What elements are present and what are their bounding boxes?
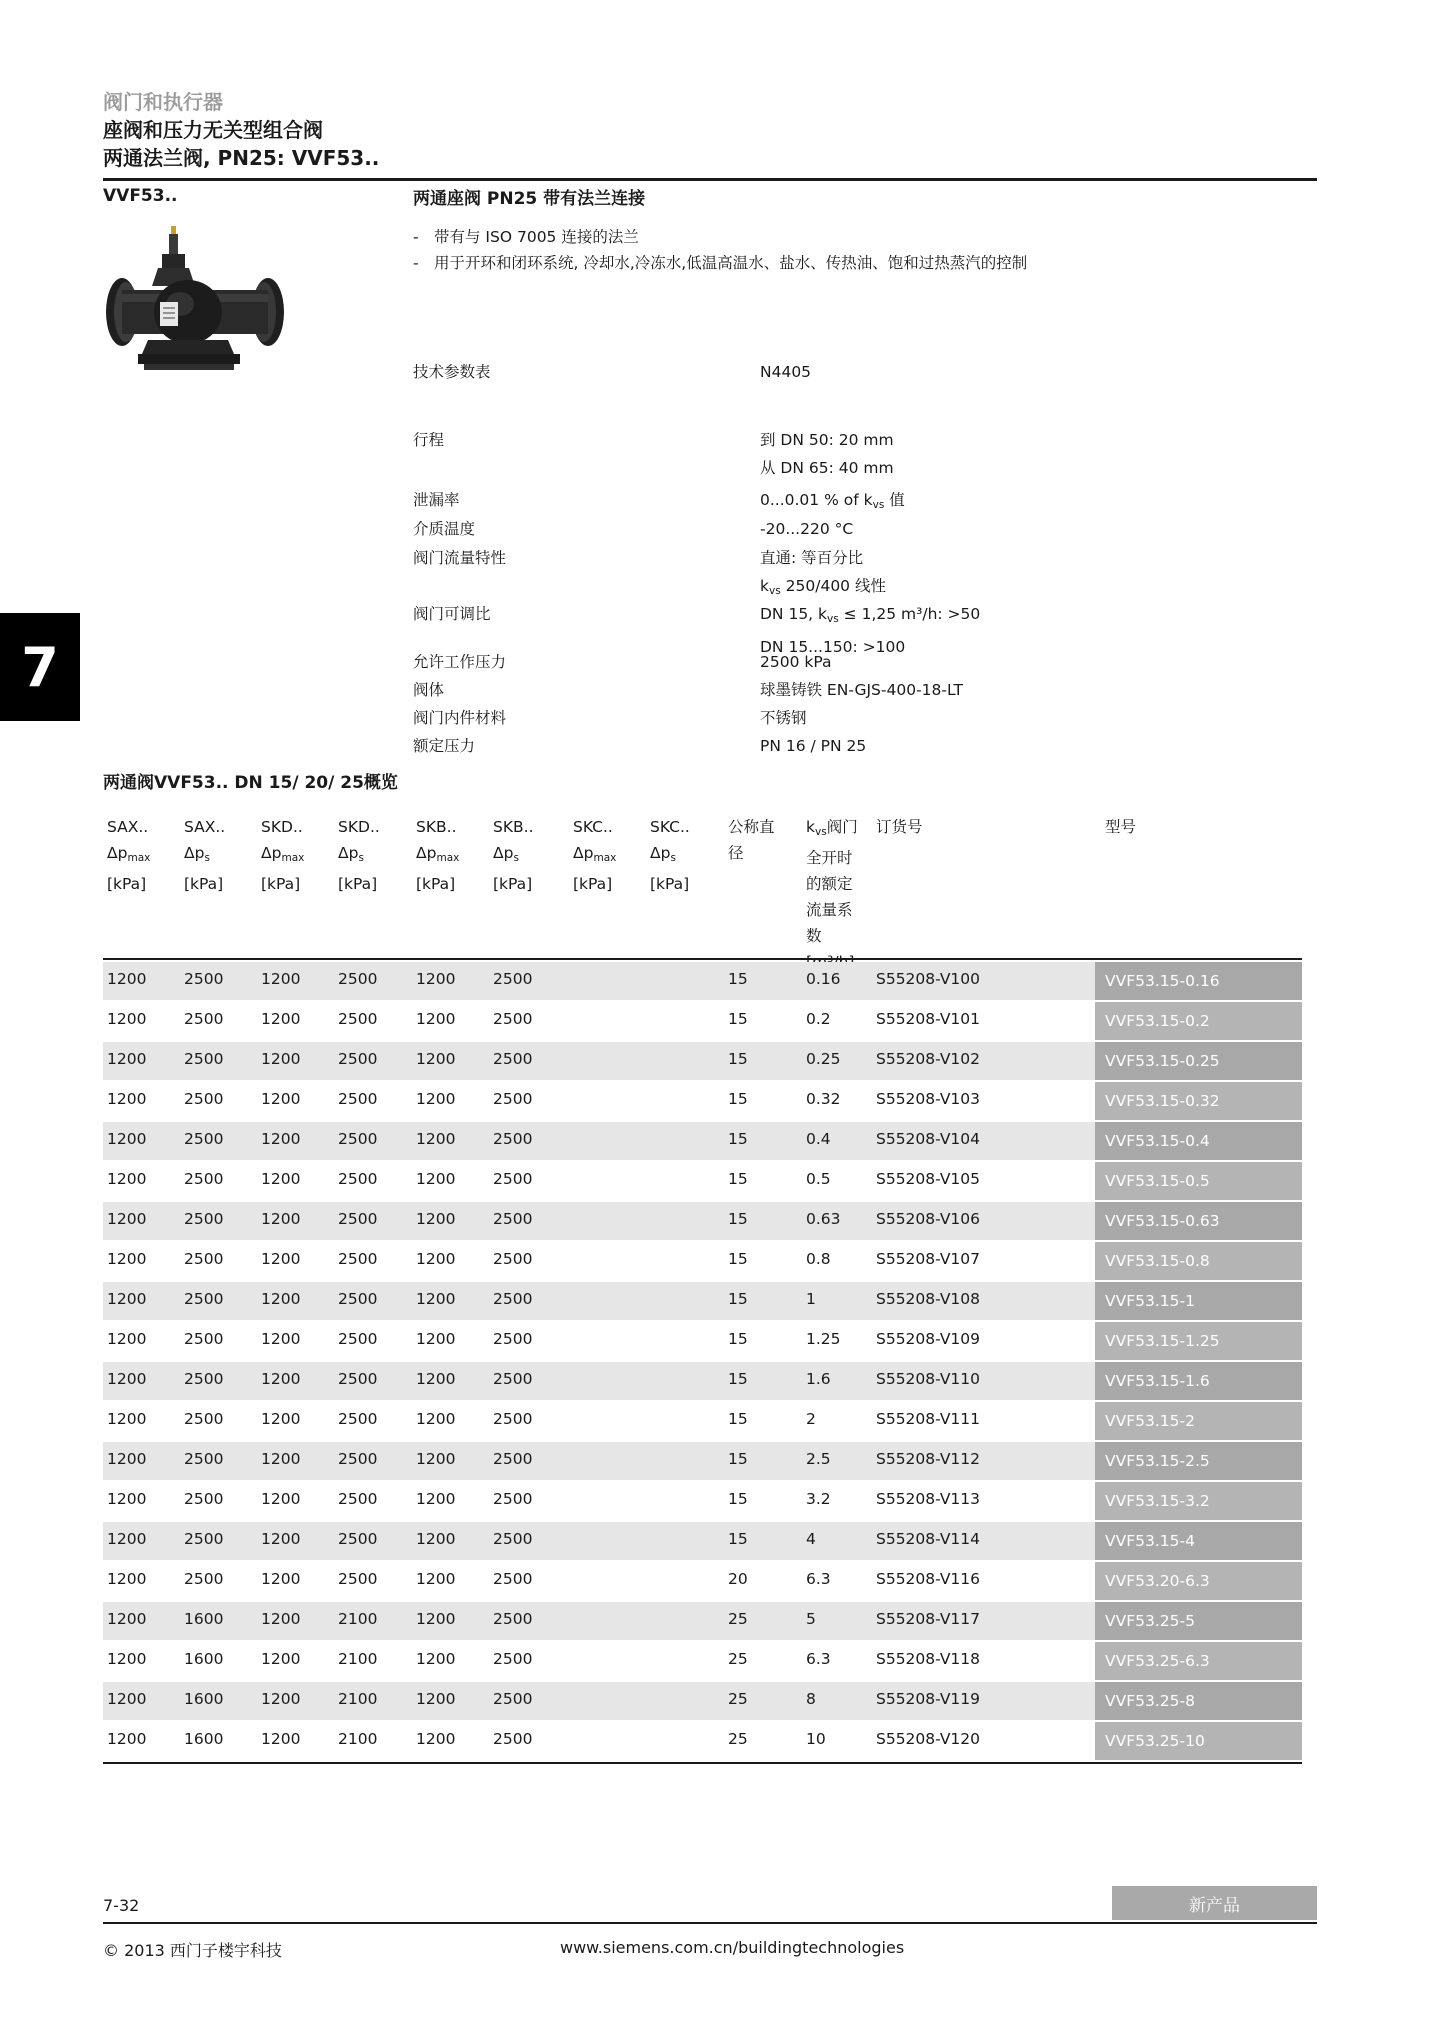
feature-bullet — [413, 250, 1027, 276]
value-cell: 25 — [728, 1610, 748, 1628]
spec-value: DN 15, $k_{vs} \le 1,25$ m³/h: >50 DN 15...150: >100 — [760, 605, 981, 656]
value-cell: 2500 — [493, 1370, 533, 1388]
product-section-title: 两通座阀 PN25 带有法兰连接 — [413, 189, 646, 209]
order-number-cell: S55208-V102 — [876, 1050, 981, 1068]
value-cell: 2500 — [184, 1370, 224, 1388]
value-cell: 1200 — [107, 1090, 147, 1108]
spec-label: 阀门流量特性 — [413, 549, 507, 567]
value-cell: 1600 — [184, 1610, 224, 1628]
value-cell: 1200 — [416, 970, 456, 988]
value-cell: 6.3 — [806, 1650, 831, 1668]
value-cell: 1200 — [107, 1410, 147, 1428]
value-cell: 1200 — [107, 1570, 147, 1588]
value-cell: 1200 — [261, 970, 301, 988]
value-cell: 1200 — [416, 1130, 456, 1148]
order-number-cell: S55208-V108 — [876, 1290, 981, 1308]
value-cell: 0.32 — [806, 1090, 841, 1108]
order-number-cell: S55208-V116 — [876, 1570, 981, 1588]
value-cell: 2500 — [338, 1130, 378, 1148]
column-header: SAX.. $\Delta p_{max}$ [kPa] — [107, 818, 151, 893]
value-cell: 1 — [806, 1290, 816, 1308]
value-cell: 1200 — [107, 970, 147, 988]
bullet-dash: - — [413, 228, 419, 246]
value-cell: 1200 — [416, 1610, 456, 1628]
value-cell: 2500 — [338, 1210, 378, 1228]
value-cell: 2500 — [184, 1450, 224, 1468]
value-cell: 1200 — [261, 1650, 301, 1668]
value-cell: 2500 — [493, 1130, 533, 1148]
value-cell: 2500 — [184, 1010, 224, 1028]
spec-value: 0...0.01 % of $k_{vs}$ 值 — [760, 491, 905, 511]
value-cell: 2500 — [493, 1290, 533, 1308]
category-title: 阀门和执行器 — [103, 90, 223, 114]
table-row — [103, 1602, 1302, 1640]
value-cell: 1200 — [261, 1170, 301, 1188]
page-number: 7-32 — [103, 1896, 140, 1915]
value-cell: 2500 — [338, 1170, 378, 1188]
spec-label: 阀体 — [413, 681, 445, 699]
column-header: 型号 — [1105, 818, 1137, 836]
spec-value: -20...220 °C — [760, 520, 854, 538]
value-cell: 1200 — [416, 1010, 456, 1028]
spec-label: 阀门可调比 — [413, 605, 491, 623]
value-cell: 1600 — [184, 1650, 224, 1668]
model-cell: VVF53.15-3.2 — [1095, 1482, 1302, 1520]
table-row — [103, 1242, 1302, 1280]
value-cell: 1200 — [261, 1090, 301, 1108]
bullet-text: 带有与 ISO 7005 连接的法兰 — [434, 228, 639, 246]
order-number-cell: S55208-V114 — [876, 1530, 981, 1548]
value-cell: 2500 — [493, 1650, 533, 1668]
order-number-cell: S55208-V101 — [876, 1010, 981, 1028]
value-cell: 15 — [728, 1090, 748, 1108]
order-number-cell: S55208-V106 — [876, 1210, 981, 1228]
value-cell: 1200 — [261, 1250, 301, 1268]
model-cell: VVF53.15-0.32 — [1095, 1082, 1302, 1120]
spec-label: 行程 — [413, 431, 445, 449]
table-row — [103, 1402, 1302, 1440]
value-cell: 0.16 — [806, 970, 841, 988]
value-cell: 1200 — [261, 1490, 301, 1508]
order-number-cell: S55208-V104 — [876, 1130, 981, 1148]
spec-value: 到 DN 50: 20 mm 从 DN 65: 40 mm — [760, 431, 894, 477]
value-cell: 3.2 — [806, 1490, 831, 1508]
value-cell: 2500 — [338, 1250, 378, 1268]
value-cell: 0.4 — [806, 1130, 831, 1148]
value-cell: 1200 — [261, 1690, 301, 1708]
column-header: $k_{vs}$阀门 全开时 的额定 流量系 数 — [806, 818, 858, 945]
value-cell: 2100 — [338, 1730, 378, 1748]
value-cell: 1600 — [184, 1690, 224, 1708]
value-cell: 2500 — [338, 1010, 378, 1028]
column-header: SKC.. $\Delta p_{max}$ [kPa] — [573, 818, 617, 893]
value-cell: 2500 — [493, 970, 533, 988]
value-cell: 1200 — [416, 1490, 456, 1508]
model-cell: VVF53.15-2 — [1095, 1402, 1302, 1440]
column-header: SKD.. $\Delta p_{max}$ [kPa] — [261, 818, 305, 893]
value-cell: 2500 — [184, 1050, 224, 1068]
table-row — [103, 1042, 1302, 1080]
model-cell: VVF53.15-0.4 — [1095, 1122, 1302, 1160]
value-cell: 1200 — [107, 1690, 147, 1708]
value-cell: 1200 — [261, 1370, 301, 1388]
value-cell: 1200 — [107, 1290, 147, 1308]
value-cell: 2500 — [493, 1690, 533, 1708]
value-cell: 2500 — [184, 1410, 224, 1428]
value-cell: 1200 — [416, 1090, 456, 1108]
value-cell: 2500 — [184, 1170, 224, 1188]
value-cell: 2500 — [184, 1330, 224, 1348]
value-cell: 1200 — [416, 1570, 456, 1588]
chapter-tab: 7 — [0, 613, 80, 721]
value-cell: 1200 — [107, 1730, 147, 1748]
header-divider — [103, 178, 1317, 181]
value-cell: 2500 — [184, 1250, 224, 1268]
model-cell: VVF53.25-6.3 — [1095, 1642, 1302, 1680]
value-cell: 25 — [728, 1690, 748, 1708]
table-row — [103, 1122, 1302, 1160]
order-number-cell: S55208-V107 — [876, 1250, 981, 1268]
value-cell: 2500 — [493, 1530, 533, 1548]
value-cell: 0.25 — [806, 1050, 841, 1068]
valve-illustration — [100, 224, 290, 374]
order-number-cell: S55208-V117 — [876, 1610, 981, 1628]
spec-value: 不锈钢 — [760, 709, 807, 727]
order-number-cell: S55208-V120 — [876, 1730, 981, 1748]
value-cell: 2500 — [493, 1570, 533, 1588]
model-cell: VVF53.25-8 — [1095, 1682, 1302, 1720]
spec-value: N4405 — [760, 363, 812, 381]
value-cell: 2500 — [338, 1450, 378, 1468]
model-cell: VVF53.15-0.5 — [1095, 1162, 1302, 1200]
value-cell: 1200 — [107, 1450, 147, 1468]
value-cell: 1200 — [416, 1650, 456, 1668]
value-cell: 1200 — [107, 1250, 147, 1268]
value-cell: 1200 — [261, 1050, 301, 1068]
value-cell: 15 — [728, 1130, 748, 1148]
model-cell: VVF53.20-6.3 — [1095, 1562, 1302, 1600]
model-cell: VVF53.15-1.25 — [1095, 1322, 1302, 1360]
value-cell: 1200 — [416, 1410, 456, 1428]
value-cell: 1200 — [416, 1170, 456, 1188]
value-cell: 2500 — [493, 1730, 533, 1748]
value-cell: 2500 — [338, 970, 378, 988]
value-cell: 2500 — [338, 1090, 378, 1108]
value-cell: 2500 — [493, 1490, 533, 1508]
value-cell: 0.5 — [806, 1170, 831, 1188]
value-cell: 1200 — [107, 1010, 147, 1028]
order-number-cell: S55208-V113 — [876, 1490, 981, 1508]
table-row — [103, 1162, 1302, 1200]
table-row — [103, 1522, 1302, 1560]
value-cell: 15 — [728, 1010, 748, 1028]
feature-bullet — [413, 224, 1027, 250]
value-cell: 1.6 — [806, 1370, 831, 1388]
value-cell: 1200 — [261, 1410, 301, 1428]
value-cell: 2100 — [338, 1690, 378, 1708]
value-cell: 15 — [728, 970, 748, 988]
value-cell: 1200 — [107, 1170, 147, 1188]
column-header: SAX.. $\Delta p_s$ [kPa] — [184, 818, 226, 893]
value-cell: 1200 — [261, 1010, 301, 1028]
value-cell: 2500 — [184, 1210, 224, 1228]
column-header: SKB.. $\Delta p_{max}$ [kPa] — [416, 818, 460, 893]
table-section-title: 两通阀VVF53.. DN 15/ 20/ 25概览 — [103, 773, 398, 793]
value-cell: 2500 — [493, 1050, 533, 1068]
value-cell: 2500 — [493, 1610, 533, 1628]
spec-label: 泄漏率 — [413, 491, 460, 509]
value-cell: 1200 — [107, 1610, 147, 1628]
value-cell: 2500 — [338, 1410, 378, 1428]
value-cell: 1.25 — [806, 1330, 841, 1348]
table-row — [103, 1442, 1302, 1480]
table-row — [103, 1082, 1302, 1120]
spec-label: 介质温度 — [413, 520, 476, 538]
value-cell: 1200 — [261, 1130, 301, 1148]
value-cell: 2.5 — [806, 1450, 831, 1468]
value-cell: 1200 — [261, 1570, 301, 1588]
value-cell: 15 — [728, 1370, 748, 1388]
value-cell: 15 — [728, 1170, 748, 1188]
value-cell: 2500 — [184, 1090, 224, 1108]
value-cell: 1200 — [107, 1530, 147, 1548]
value-cell: 1200 — [107, 1330, 147, 1348]
model-cell: VVF53.15-0.25 — [1095, 1042, 1302, 1080]
spec-label: 技术参数表 — [413, 363, 491, 381]
value-cell: 1200 — [416, 1210, 456, 1228]
table-bottom-rule — [103, 1762, 1302, 1764]
value-cell: 2500 — [338, 1330, 378, 1348]
value-cell: 15 — [728, 1410, 748, 1428]
model-cell: VVF53.15-1 — [1095, 1282, 1302, 1320]
footer-divider — [103, 1922, 1317, 1924]
value-cell: 2500 — [338, 1530, 378, 1548]
order-number-cell: S55208-V103 — [876, 1090, 981, 1108]
value-cell: 15 — [728, 1050, 748, 1068]
bullet-text: 用于开环和闭环系统, 冷却水,冷冻水,低温高温水、盐水、传热油、饱和过热蒸汽的控制 — [434, 254, 1028, 272]
value-cell: 1200 — [107, 1370, 147, 1388]
order-number-cell: S55208-V105 — [876, 1170, 981, 1188]
value-cell: 1200 — [416, 1330, 456, 1348]
value-cell: 1200 — [416, 1450, 456, 1468]
value-cell: 0.63 — [806, 1210, 841, 1228]
value-cell: 2500 — [184, 1490, 224, 1508]
value-cell: 2500 — [338, 1050, 378, 1068]
value-cell: 2 — [806, 1410, 816, 1428]
model-cell: VVF53.15-2.5 — [1095, 1442, 1302, 1480]
model-cell: VVF53.15-0.16 — [1095, 962, 1302, 1000]
overview-table — [103, 760, 1317, 1780]
model-cell: VVF53.15-4 — [1095, 1522, 1302, 1560]
column-header: 订货号 — [876, 818, 923, 836]
value-cell: 2100 — [338, 1650, 378, 1668]
value-cell: 1200 — [261, 1330, 301, 1348]
website-url: www.siemens.com.cn/buildingtechnologies — [560, 1938, 905, 1957]
subcategory-title: 座阀和压力无关型组合阀 — [103, 118, 323, 142]
spec-value: PN 16 / PN 25 — [760, 737, 867, 755]
value-cell: 1200 — [107, 1490, 147, 1508]
value-cell: 2500 — [338, 1370, 378, 1388]
value-cell: 1200 — [261, 1450, 301, 1468]
column-header: SKD.. $\Delta p_s$ [kPa] — [338, 818, 380, 893]
table-row — [103, 1682, 1302, 1720]
value-cell: 2500 — [184, 970, 224, 988]
order-number-cell: S55208-V112 — [876, 1450, 981, 1468]
value-cell: 1200 — [107, 1210, 147, 1228]
valve-product-image — [100, 224, 290, 374]
value-cell: 2500 — [338, 1490, 378, 1508]
new-product-badge: 新产品 — [1112, 1886, 1317, 1920]
copyright-text: © 2013 西门子楼宇科技 — [103, 1941, 282, 1960]
column-header: SKB.. $\Delta p_s$ [kPa] — [493, 818, 534, 893]
column-header: 公称直 径 — [728, 818, 775, 862]
table-row — [103, 1722, 1302, 1760]
value-cell: 8 — [806, 1690, 816, 1708]
value-cell: 1200 — [261, 1530, 301, 1548]
value-cell: 2500 — [493, 1170, 533, 1188]
value-cell: 2500 — [338, 1570, 378, 1588]
column-header: SKC.. $\Delta p_s$ [kPa] — [650, 818, 690, 893]
value-cell: 1200 — [261, 1610, 301, 1628]
value-cell: 2500 — [184, 1570, 224, 1588]
feature-bullets — [413, 224, 1027, 276]
value-cell: 1200 — [261, 1290, 301, 1308]
page-title: 两通法兰阀, PN25: VVF53.. — [103, 146, 380, 170]
table-row — [103, 1362, 1302, 1400]
value-cell: 2100 — [338, 1610, 378, 1628]
order-number-cell: S55208-V118 — [876, 1650, 981, 1668]
value-cell: 0.2 — [806, 1010, 831, 1028]
table-row — [103, 1642, 1302, 1680]
value-cell: 2500 — [184, 1130, 224, 1148]
spec-value: 2500 kPa — [760, 653, 832, 671]
order-number-cell: S55208-V111 — [876, 1410, 981, 1428]
value-cell: 2500 — [338, 1290, 378, 1308]
spec-value: 球墨铸铁 EN-GJS-400-18-LT — [760, 681, 963, 699]
order-number-cell: S55208-V110 — [876, 1370, 981, 1388]
spec-label: 阀门内件材料 — [413, 709, 507, 727]
value-cell: 6.3 — [806, 1570, 831, 1588]
value-cell: 1200 — [107, 1130, 147, 1148]
value-cell: 20 — [728, 1570, 748, 1588]
spec-value: 直通: 等百分比 $k_{vs}$ 250/400 线性 — [760, 549, 886, 597]
value-cell: 2500 — [493, 1090, 533, 1108]
value-cell: 1200 — [261, 1730, 301, 1748]
model-cell: VVF53.15-0.63 — [1095, 1202, 1302, 1240]
value-cell: 10 — [806, 1730, 826, 1748]
value-cell: 2500 — [493, 1250, 533, 1268]
value-cell: 2500 — [493, 1450, 533, 1468]
model-cell: VVF53.25-10 — [1095, 1722, 1302, 1760]
table-row — [103, 1202, 1302, 1240]
value-cell: 5 — [806, 1610, 816, 1628]
value-cell: 15 — [728, 1290, 748, 1308]
value-cell: 1200 — [416, 1250, 456, 1268]
value-cell: 15 — [728, 1330, 748, 1348]
value-cell: 15 — [728, 1450, 748, 1468]
value-cell: 1200 — [261, 1210, 301, 1228]
value-cell: 1200 — [107, 1050, 147, 1068]
table-row — [103, 1322, 1302, 1360]
model-cell: VVF53.15-0.8 — [1095, 1242, 1302, 1280]
spec-label: 额定压力 — [413, 737, 476, 755]
value-cell: 2500 — [184, 1290, 224, 1308]
value-cell: 1600 — [184, 1730, 224, 1748]
table-row — [103, 1002, 1302, 1040]
value-cell: 25 — [728, 1730, 748, 1748]
bullet-dash: - — [413, 254, 419, 272]
model-cell: VVF53.15-0.2 — [1095, 1002, 1302, 1040]
value-cell: 2500 — [493, 1330, 533, 1348]
order-number-cell: S55208-V119 — [876, 1690, 981, 1708]
value-cell: 2500 — [493, 1010, 533, 1028]
order-number-cell: S55208-V109 — [876, 1330, 981, 1348]
model-cell: VVF53.25-5 — [1095, 1602, 1302, 1640]
value-cell: 1200 — [107, 1650, 147, 1668]
value-cell: 2500 — [493, 1210, 533, 1228]
product-code: VVF53.. — [103, 186, 178, 206]
value-cell: 1200 — [416, 1050, 456, 1068]
spec-label: 允许工作压力 — [413, 653, 507, 671]
value-cell: 1200 — [416, 1290, 456, 1308]
value-cell: 4 — [806, 1530, 816, 1548]
order-number-cell: S55208-V100 — [876, 970, 981, 988]
model-cell: VVF53.15-1.6 — [1095, 1362, 1302, 1400]
value-cell: 1200 — [416, 1370, 456, 1388]
value-cell: 1200 — [416, 1730, 456, 1748]
value-cell: 15 — [728, 1250, 748, 1268]
table-row — [103, 1282, 1302, 1320]
value-cell: 2500 — [493, 1410, 533, 1428]
value-cell: 15 — [728, 1530, 748, 1548]
value-cell: 1200 — [416, 1530, 456, 1548]
value-cell: 15 — [728, 1210, 748, 1228]
table-row — [103, 1562, 1302, 1600]
table-top-rule — [103, 958, 1302, 960]
value-cell: 1200 — [416, 1690, 456, 1708]
value-cell: 25 — [728, 1650, 748, 1668]
value-cell: 0.8 — [806, 1250, 831, 1268]
value-cell: 15 — [728, 1490, 748, 1508]
value-cell: 2500 — [184, 1530, 224, 1548]
table-row — [103, 1482, 1302, 1520]
table-row — [103, 962, 1302, 1000]
